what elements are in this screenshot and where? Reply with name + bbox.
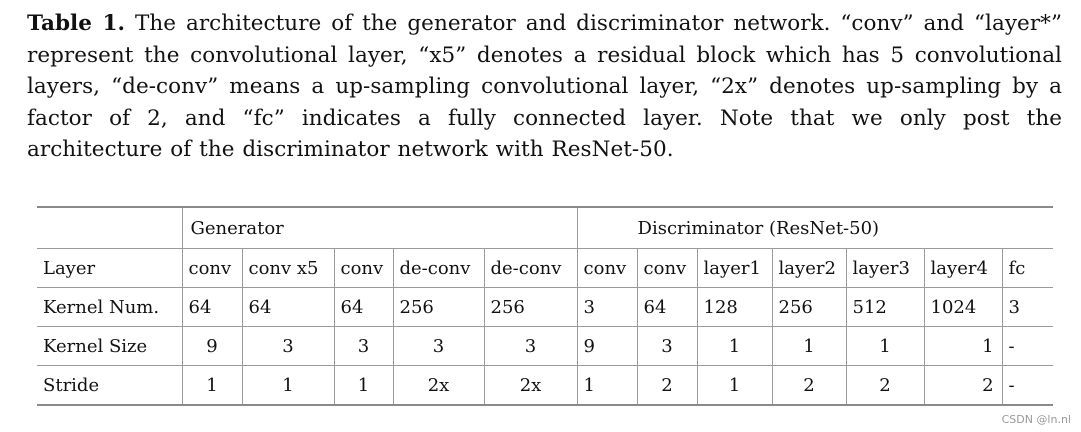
- caption-text: The architecture of the generator and discriminator network. “conv” and “layer*” represent the convolutional layer, “x5” denotes a residual block which has 5 convolutional layers, “de-conv” means a up-sampling convolutional layer, “2x” denotes up-sampling by a factor of 2, and “fc” indicates a fully connected layer. Note that we only post the architecture of the discriminator network with ResNet-50.: [27, 11, 1062, 162]
- table-cell: 512: [846, 288, 924, 327]
- table-cell: de-conv: [484, 249, 577, 288]
- table-cell: 3: [242, 327, 334, 366]
- row-label-kernel-size: Kernel Size: [37, 327, 182, 366]
- table-cell: de-conv: [393, 249, 484, 288]
- table-cell: 3: [484, 327, 577, 366]
- table-cell: 64: [334, 288, 393, 327]
- table-cell: 1: [242, 366, 334, 406]
- table-cell: 3: [1002, 288, 1053, 327]
- table-cell: layer4: [924, 249, 1002, 288]
- table-header-row: [37, 207, 1053, 249]
- table-cell: 256: [484, 288, 577, 327]
- table-cell: 1024: [924, 288, 1002, 327]
- table-cell: 9: [182, 327, 242, 366]
- table-cell: 256: [393, 288, 484, 327]
- table-cell: 3: [334, 327, 393, 366]
- table-cell: 3: [577, 288, 637, 327]
- table-cell: 1: [846, 327, 924, 366]
- table-caption: [27, 8, 1062, 166]
- table-cell: 1: [182, 366, 242, 406]
- table-cell: 1: [334, 366, 393, 406]
- table-cell: 2: [637, 366, 697, 406]
- header-empty-cell: [37, 207, 182, 249]
- table-cell: fc: [1002, 249, 1053, 288]
- table-row-kernel-size: [37, 327, 1053, 366]
- table-cell: conv: [334, 249, 393, 288]
- table-cell: 256: [772, 288, 846, 327]
- table-cell: conv: [577, 249, 637, 288]
- table-cell: 1: [772, 327, 846, 366]
- table-cell: conv: [637, 249, 697, 288]
- watermark: CSDN @ln.nl: [1001, 413, 1071, 426]
- row-label-stride: Stride: [37, 366, 182, 406]
- table-cell: 2x: [484, 366, 577, 406]
- table-cell: 64: [637, 288, 697, 327]
- table-cell: 9: [577, 327, 637, 366]
- table-cell: 1: [577, 366, 637, 406]
- generator-group-label: Generator: [182, 207, 577, 249]
- table-cell: 1: [697, 366, 772, 406]
- table-row-stride: [37, 366, 1053, 406]
- discriminator-group-label: Discriminator (ResNet-50): [577, 207, 1053, 249]
- table-cell: -: [1002, 366, 1053, 406]
- table-cell: -: [1002, 327, 1053, 366]
- architecture-table: [37, 206, 1053, 406]
- table-row-layer: [37, 249, 1053, 288]
- table-cell: 2: [772, 366, 846, 406]
- table-cell: layer3: [846, 249, 924, 288]
- caption-lead: Table 1.: [27, 11, 126, 36]
- table-cell: conv: [182, 249, 242, 288]
- table-cell: conv x5: [242, 249, 334, 288]
- table-cell: layer1: [697, 249, 772, 288]
- row-label-layer: Layer: [37, 249, 182, 288]
- table-cell: 2x: [393, 366, 484, 406]
- table-cell: 3: [393, 327, 484, 366]
- table-cell: 1: [924, 327, 1002, 366]
- table-cell: 2: [846, 366, 924, 406]
- row-label-kernel-num: Kernel Num.: [37, 288, 182, 327]
- table-row-kernel-num: [37, 288, 1053, 327]
- table-cell: layer2: [772, 249, 846, 288]
- table-cell: 2: [924, 366, 1002, 406]
- table-cell: 1: [697, 327, 772, 366]
- table-cell: 128: [697, 288, 772, 327]
- table-cell: 3: [637, 327, 697, 366]
- table-cell: 64: [182, 288, 242, 327]
- table-cell: 64: [242, 288, 334, 327]
